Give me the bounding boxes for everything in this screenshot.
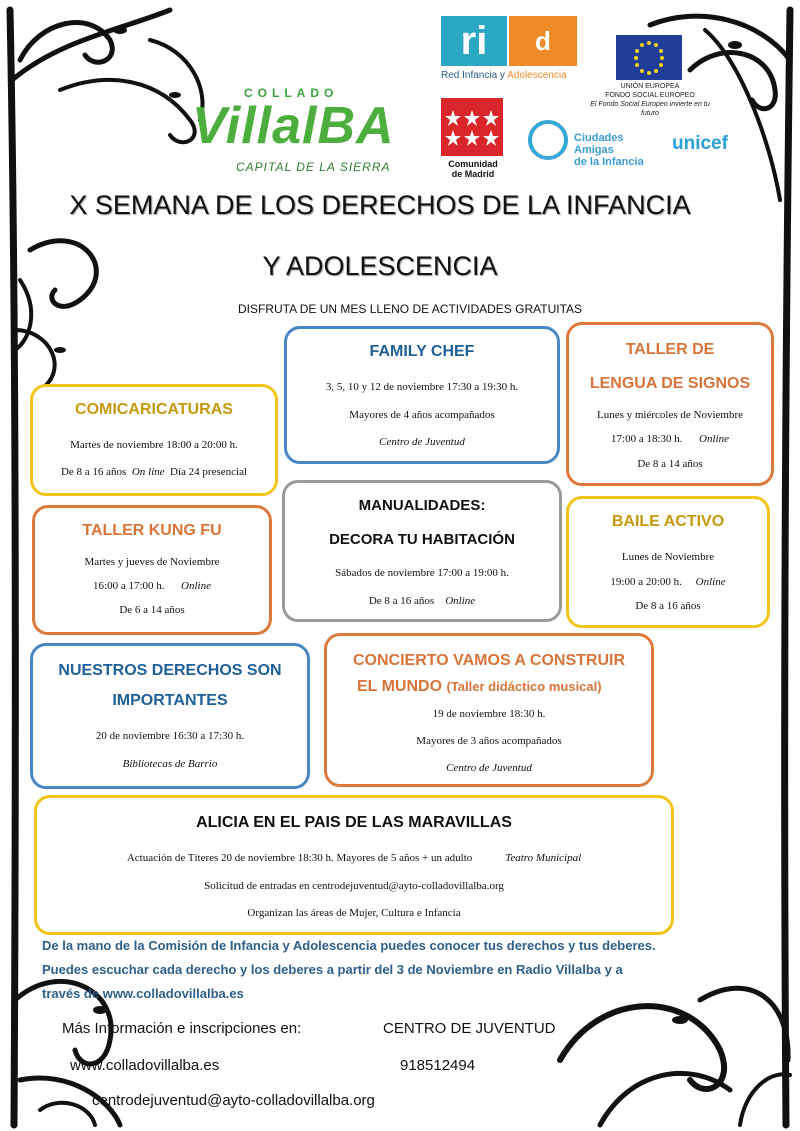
villalba-logo: VillalBA xyxy=(192,97,395,155)
eu-line1: UNIÓN EUROPEA xyxy=(620,83,680,90)
info-website-link[interactable]: www.colladovillalba.es xyxy=(70,1057,220,1074)
ciudades-line3: de la Infancia xyxy=(574,156,644,168)
activity-place: Teatro Municipal xyxy=(505,852,582,864)
activity-title-2a: EL MUNDO xyxy=(357,678,443,695)
page-title-line1: X SEMANA DE LOS DERECHOS DE LA INFANCIA xyxy=(69,190,691,220)
page-subtitle: DISFRUTA DE UN MES LLENO DE ACTIVIDADES GRATUITAS xyxy=(237,302,583,316)
ciudades-line1: Ciudades xyxy=(574,132,624,144)
madrid-caption xyxy=(441,159,505,179)
activity-place: Bibliotecas de Barrio xyxy=(122,758,218,770)
activity-time-value: 17:00 a 18:30 h. xyxy=(611,433,683,445)
activity-age-mode xyxy=(285,595,559,607)
activity-title-2: LENGUA DE SIGNOS xyxy=(589,375,751,392)
info-phone: 918512494 xyxy=(400,1057,476,1074)
activity-place: Centro de Juventud xyxy=(446,762,532,774)
info-centro: CENTRO DE JUVENTUD xyxy=(383,1020,556,1037)
activity-kung-fu xyxy=(32,505,272,635)
activity-details xyxy=(37,852,671,864)
rid-logo-left: ri xyxy=(441,16,507,66)
activity-title-2: DECORA TU HABITACIÓN xyxy=(329,531,515,548)
activity-age: De 8 a 16 años xyxy=(60,466,127,478)
activity-comicaricaturas xyxy=(30,384,278,496)
activity-alicia xyxy=(34,795,674,935)
activity-age: Mayores de 3 años acompañados xyxy=(416,735,562,747)
activity-title-1: NUESTROS DERECHOS SON xyxy=(58,662,282,679)
madrid-line1: Comunidad xyxy=(448,159,498,169)
activity-manualidades xyxy=(282,480,562,622)
activity-time xyxy=(569,576,767,588)
ciudades-line2: Amigas xyxy=(574,144,614,156)
activity-age: De 6 a 14 años xyxy=(119,604,185,616)
activity-title: ALICIA EN EL PAIS DE LAS MARAVILLAS xyxy=(196,814,512,831)
activity-days: Lunes y miércoles de Noviembre xyxy=(596,409,743,421)
activity-organizers: Organizan las áreas de Mujer, Cultura e Infancia xyxy=(247,907,461,919)
activity-title-2b: (Taller didáctico musical) xyxy=(446,679,602,694)
activity-dates: 3, 5, 10 y 12 de noviembre 17:30 a 19:30 h. xyxy=(325,381,519,393)
footer-note-1: De la mano de la Comisión de Infancia y Adolescencia puedes conocer tus derechos y tus deberes. xyxy=(42,938,656,953)
madrid-line2: de Madrid xyxy=(451,169,495,179)
activity-days: Martes y jueves de Noviembre xyxy=(84,556,220,568)
activity-title-1: MANUALIDADES: xyxy=(358,497,486,514)
activity-time xyxy=(569,433,771,445)
activity-date: 19 de noviembre 18:30 h. xyxy=(432,708,546,720)
activity-place: Centro de Juventud xyxy=(379,436,465,448)
activity-time xyxy=(35,580,269,592)
activity-date: 20 de noviembre 16:30 a 17:30 h. xyxy=(95,730,245,742)
ciudades-amigas-caption xyxy=(574,132,644,168)
activity-title-2: IMPORTANTES xyxy=(112,692,228,709)
activity-derechos xyxy=(30,643,310,789)
rid-logo xyxy=(441,16,577,66)
activity-lengua-signos xyxy=(566,322,774,486)
activity-mode: Online xyxy=(445,595,476,607)
ciudades-amigas-icon xyxy=(528,120,568,160)
rid-caption-a: Red Infancia y xyxy=(441,70,508,81)
activity-time-value: 16:00 a 17:00 h. xyxy=(93,580,165,592)
activity-mode: Online xyxy=(181,580,211,592)
activity-days: Sábados de noviembre 17:00 a 19:00 h. xyxy=(335,567,509,579)
activity-title: FAMILY CHEF xyxy=(369,343,475,360)
activity-title: COMICARICATURAS xyxy=(75,401,233,418)
unicef-logo: unicef xyxy=(672,133,728,154)
footer-note-2: Puedes escuchar cada derecho y los deberes a partir del 3 de Noviembre en Radio Villalba y a xyxy=(42,962,623,977)
activity-note: Día 24 presencial xyxy=(170,466,248,478)
activity-age-mode xyxy=(33,466,275,478)
activity-mode: On line xyxy=(131,466,165,478)
eu-flag-icon xyxy=(616,35,682,80)
villalba-logo-subtitle: CAPITAL DE LA SIERRA xyxy=(236,160,391,174)
eu-caption xyxy=(590,82,710,118)
activity-age: De 8 a 16 años xyxy=(635,600,701,612)
rid-caption xyxy=(441,70,567,81)
activity-age: De 8 a 14 años xyxy=(637,458,703,470)
madrid-logo-icon xyxy=(441,98,503,156)
eu-line2: FONDO SOCIAL EUROPEO xyxy=(605,92,695,99)
activity-title: BAILE ACTIVO xyxy=(611,513,725,530)
info-label: Más Información e inscripciones en: xyxy=(62,1020,302,1037)
page-title-line2: Y ADOLESCENCIA xyxy=(262,251,498,281)
activity-age: Mayores de 4 años acompañados xyxy=(349,409,495,421)
rid-logo-right: d xyxy=(509,16,577,66)
footer-note-3: través de www.colladovillalba.es xyxy=(42,986,244,1001)
activity-title-2 xyxy=(327,678,651,696)
villalba-logo-small-text: COLLADO xyxy=(244,86,339,100)
info-email-link[interactable]: centrodejuventud@ayto-colladovillalba.org xyxy=(92,1092,375,1109)
activity-tickets: Solicitud de entradas en centrodejuventud@ayto-colladovillalba.org xyxy=(204,880,504,892)
activity-time-value: 19:00 a 20:00 h. xyxy=(610,576,682,588)
activity-title-1: TALLER DE xyxy=(625,341,715,358)
activity-age: De 8 a 16 años xyxy=(368,595,435,607)
activity-title: TALLER KUNG FU xyxy=(82,522,222,539)
eu-line3: El Fondo Social Europeo invierte en tu futuro xyxy=(590,101,710,117)
activity-details-text: Actuación de Títeres 20 de noviembre 18:30 h. Mayores de 5 años + un adulto xyxy=(126,852,473,864)
activity-concierto xyxy=(324,633,654,787)
rid-caption-b: Adolescencia xyxy=(507,70,567,81)
activity-title-1: CONCIERTO VAMOS A CONSTRUIR xyxy=(352,652,625,669)
activity-days: Lunes de Noviembre xyxy=(621,551,715,563)
activity-mode: Online xyxy=(695,576,726,588)
activity-days: Martes de noviembre 18:00 a 20:00 h. xyxy=(70,439,238,451)
activity-baile-activo xyxy=(566,496,770,628)
activity-mode: Online xyxy=(699,433,729,445)
activity-family-chef xyxy=(284,326,560,464)
